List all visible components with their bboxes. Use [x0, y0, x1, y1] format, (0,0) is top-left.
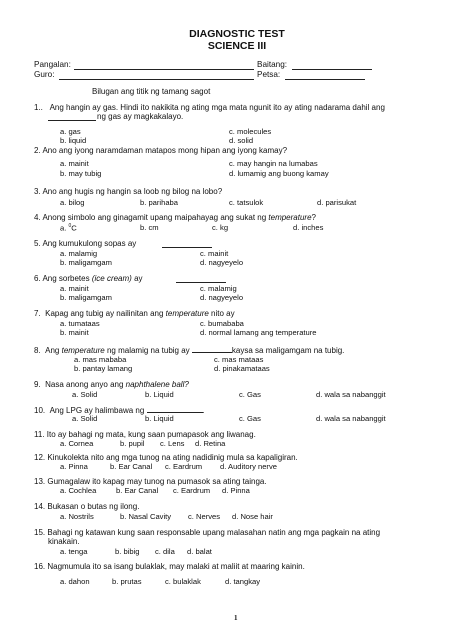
option[interactable]: d. nagyeyelo: [200, 258, 244, 267]
question-emphasis: temperature: [61, 346, 105, 355]
option[interactable]: c. Lens: [160, 439, 185, 448]
option[interactable]: b. mainit: [60, 328, 89, 337]
question-text: Ito ay bahagi ng mata, kung saan pumapasok ang liwanag.: [46, 430, 256, 439]
question-number: 16.: [34, 562, 46, 571]
option[interactable]: a. mainit: [60, 159, 89, 168]
question-16: [34, 562, 305, 571]
option[interactable]: b. may tubig: [60, 169, 102, 178]
question-text-mid: ng malamig na tubig ay: [104, 346, 190, 355]
option[interactable]: a. Nostrils: [60, 512, 94, 521]
question-text: Nasa anong anyo ang: [45, 380, 126, 389]
question-12: [34, 453, 298, 462]
question-text: Ang: [45, 346, 62, 355]
option[interactable]: c. dila: [155, 547, 175, 556]
test-title: DIAGNOSTIC TEST: [189, 28, 285, 40]
option[interactable]: b. cm: [140, 223, 159, 232]
question-text: Bahagi ng katawan kung saan responsable upang malasahan natin ang mga pagkain na ating: [47, 528, 381, 537]
option[interactable]: c. molecules: [229, 127, 272, 136]
question-number: 8.: [34, 346, 41, 355]
question-2: [34, 146, 287, 155]
option[interactable]: a. Solid: [72, 390, 98, 399]
question-number: 1..: [34, 103, 43, 112]
option[interactable]: a. Pinna: [60, 462, 88, 471]
question-number: 14.: [34, 502, 46, 511]
option[interactable]: d. inches: [293, 223, 324, 232]
baitang-blank[interactable]: [292, 69, 372, 70]
option[interactable]: a. mainit: [60, 284, 89, 293]
question-number: 2.: [34, 146, 41, 155]
option[interactable]: d. tangkay: [225, 577, 261, 586]
question-text: Nagmumula ito sa isang bulaklak, may malaki at maliit at maaring kainin.: [47, 562, 305, 571]
guro-blank[interactable]: [59, 79, 254, 80]
option[interactable]: c. mainit: [200, 249, 229, 258]
question-11: [34, 430, 256, 439]
question-text-end: ay: [131, 274, 143, 283]
option[interactable]: a. dahon: [60, 577, 90, 586]
question-number: 15.: [34, 528, 46, 537]
question-text: Ang kumukulong sopas ay: [42, 239, 137, 248]
question-14: [34, 502, 139, 511]
option[interactable]: b. prutas: [112, 577, 142, 586]
question-continuation: kinakain.: [48, 537, 80, 546]
option[interactable]: d. Nose hair: [232, 512, 273, 521]
option[interactable]: a. bilog: [60, 198, 85, 207]
option[interactable]: b. maligamgam: [60, 293, 112, 302]
option[interactable]: c. bumababa: [200, 319, 244, 328]
question-continuation: ng gas ay magkakalayo.: [97, 112, 184, 121]
option[interactable]: a. tumataas: [60, 319, 100, 328]
option[interactable]: d. wala sa nabanggit: [316, 390, 386, 399]
question-text: Gumagalaw ito kapag may tunog na pumasok sa ating tainga.: [47, 477, 267, 486]
option[interactable]: a. Solid: [72, 414, 98, 423]
option[interactable]: a. malamig: [60, 249, 98, 258]
answer-blank[interactable]: [147, 405, 203, 413]
petsa-blank[interactable]: [285, 79, 365, 80]
option[interactable]: d. wala sa nabanggit: [316, 414, 386, 423]
question-emphasis: temperature: [268, 213, 312, 222]
option[interactable]: b. Ear Canal: [110, 462, 153, 471]
option[interactable]: d. Auditory nerve: [220, 462, 277, 471]
option[interactable]: c. Gas: [239, 390, 261, 399]
question-15: [34, 528, 380, 537]
option[interactable]: c. tatsulok: [229, 198, 264, 207]
option[interactable]: c. Gas: [239, 414, 261, 423]
question-text-end: nito ay: [208, 309, 235, 318]
option[interactable]: c. Eardrum: [165, 462, 203, 471]
test-subtitle: SCIENCE III: [207, 40, 267, 52]
question-number: 11.: [34, 430, 45, 439]
question-4: [34, 213, 316, 222]
question-3: [34, 187, 222, 196]
question-text: Ang LPG ay halimbawa ng: [49, 406, 145, 415]
option[interactable]: b. Liquid: [145, 414, 174, 423]
option[interactable]: b. pupil: [120, 439, 145, 448]
option[interactable]: d. normal lamang ang temperature: [200, 328, 317, 337]
option[interactable]: b. maligamgam: [60, 258, 112, 267]
question-number: 6.: [34, 274, 41, 283]
question-text: Ang sorbetes: [42, 274, 92, 283]
answer-blank[interactable]: [48, 120, 96, 121]
option[interactable]: c. bulaklak: [165, 577, 201, 586]
pangalan-blank[interactable]: [74, 69, 254, 70]
question-number: 12.: [34, 453, 46, 462]
guro-label: Guro:: [34, 70, 55, 79]
question-text-end: kaysa sa maligamgam na tubig.: [231, 346, 345, 355]
option[interactable]: b. bibig: [115, 547, 140, 556]
option[interactable]: c. malamig: [200, 284, 237, 293]
option[interactable]: d. Retina: [195, 439, 226, 448]
question-text: Kapag ang tubig ay nailinitan ang: [45, 309, 166, 318]
baitang-label: Baitang:: [257, 60, 288, 69]
question-text-end: ?: [311, 213, 316, 222]
option[interactable]: d. nagyeyelo: [200, 293, 244, 302]
page-number: 1: [234, 614, 238, 622]
option[interactable]: c. kg: [212, 223, 229, 232]
answer-blank[interactable]: [176, 282, 226, 283]
option[interactable]: a. Cochlea: [60, 486, 97, 495]
option[interactable]: a. $^0$C: [60, 223, 77, 233]
answer-blank[interactable]: [162, 247, 212, 248]
question-text: Kinukolekta nito ang mga tunog na ating nadidinig mula sa kapaligiran.: [47, 453, 298, 462]
option[interactable]: a. tenga: [60, 547, 88, 556]
question-8: [34, 345, 344, 355]
option[interactable]: c. may hangin na lumabas: [229, 159, 318, 168]
question-text: Ano ang hugis ng hangin sa loob ng bilog na lobo?: [42, 187, 223, 196]
question-number: 4.: [34, 213, 41, 222]
question-emphasis: temperature: [165, 309, 209, 318]
question-text: Ano ang iyong naramdaman matapos mong hipan ang iyong kamay?: [42, 146, 288, 155]
option[interactable]: c. Eardrum: [173, 486, 211, 495]
degree-mark: 0: [68, 223, 72, 229]
option[interactable]: a. gas: [60, 127, 81, 136]
pangalan-label: Pangalan:: [34, 60, 71, 69]
option[interactable]: b. Liquid: [145, 390, 174, 399]
petsa-label: Petsa:: [257, 70, 281, 79]
question-number: 5.: [34, 239, 41, 248]
question-number: 13.: [34, 477, 46, 486]
question-text: Anong simbolo ang ginagamit upang maipahayag ang sukat ng: [42, 213, 269, 222]
option[interactable]: d. balat: [187, 547, 212, 556]
question-number: 7.: [34, 309, 41, 318]
question-9: [34, 380, 189, 389]
option[interactable]: b. pantay lamang: [74, 364, 133, 373]
option[interactable]: d. lumamig ang buong kamay: [229, 169, 329, 178]
option[interactable]: d. parisukat: [317, 198, 357, 207]
option[interactable]: c. Nerves: [188, 512, 221, 521]
question-number: 10.: [34, 406, 46, 415]
question-emphasis: (ice cream): [91, 274, 132, 283]
option[interactable]: d. pinakamataas: [214, 364, 270, 373]
question-text: Bukasan o butas ng ilong.: [47, 502, 140, 511]
option[interactable]: b. parihaba: [140, 198, 178, 207]
option[interactable]: d. solid: [229, 136, 254, 145]
question-13: [34, 477, 267, 486]
option[interactable]: d. Pinna: [222, 486, 250, 495]
answer-blank[interactable]: [192, 345, 232, 353]
question-7: [34, 309, 235, 318]
question-text: Ang hangin ay gas. Hindi ito nakikita ng ating mga mata ngunit ito ay ating nadarama dahil ang: [49, 103, 385, 112]
question-1: [34, 103, 385, 112]
instruction: Bilugan ang titik ng tamang sagot: [92, 87, 211, 96]
option[interactable]: b. liquid: [60, 136, 87, 145]
question-number: 3.: [34, 187, 41, 196]
option[interactable]: c. mas mataas: [214, 355, 264, 364]
option[interactable]: b. Ear Canal: [116, 486, 159, 495]
question-6: [34, 274, 143, 283]
option[interactable]: a. mas mababa: [74, 355, 127, 364]
question-emphasis: naphthalene ball?: [125, 380, 189, 389]
question-5: [34, 239, 136, 248]
option[interactable]: b. Nasal Cavity: [120, 512, 172, 521]
question-number: 9.: [34, 380, 41, 389]
question-10: 10. Ang LPG ay halimbawa ng .: [34, 406, 205, 415]
option[interactable]: a. Cornea: [60, 439, 94, 448]
